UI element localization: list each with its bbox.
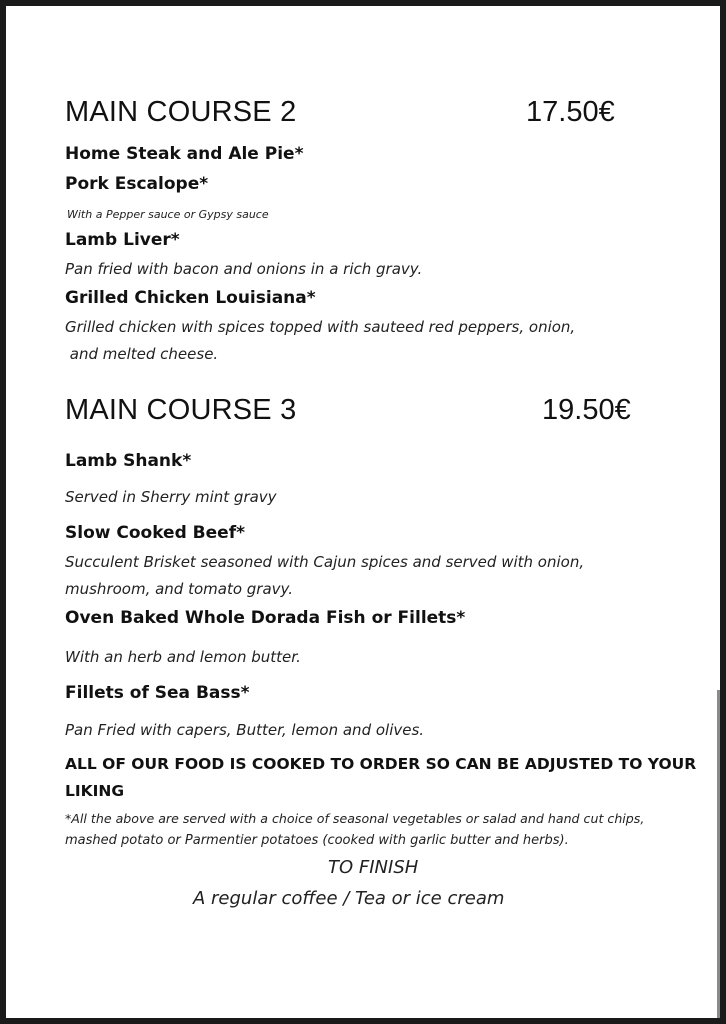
dish-description: mushroom, and tomato gravy. bbox=[65, 580, 294, 598]
dish-description: Served in Sherry mint gravy bbox=[65, 488, 277, 506]
notice-line: ALL OF OUR FOOD IS COOKED TO ORDER SO CAN BE ADJUSTED TO YOUR bbox=[65, 755, 697, 773]
dish-name: Oven Baked Whole Dorada Fish or Fillets* bbox=[65, 608, 466, 628]
dish-name: Pork Escalope* bbox=[65, 174, 209, 194]
footnote-line: mashed potato or Parmentier potatoes (cooked with garlic butter and herbs). bbox=[65, 833, 569, 848]
dish-description: Pan Fried with capers, Butter, lemon and olives. bbox=[65, 721, 425, 739]
dish-name: Fillets of Sea Bass* bbox=[65, 683, 250, 703]
dish-description: With an herb and lemon butter. bbox=[65, 648, 301, 666]
menu-page bbox=[6, 6, 720, 1018]
dish-name: Lamb Shank* bbox=[65, 451, 192, 471]
course3-title: MAIN COURSE 3 bbox=[65, 394, 297, 426]
notice-line: LIKING bbox=[65, 782, 125, 800]
course2-title: MAIN COURSE 2 bbox=[65, 96, 297, 128]
dish-description: Pan fried with bacon and onions in a rich gravy. bbox=[65, 260, 423, 278]
footnote-line: *All the above are served with a choice of seasonal vegetables or salad and hand cut chips, bbox=[65, 811, 645, 826]
dish-description: With a Pepper sauce or Gypsy sauce bbox=[67, 208, 269, 221]
dish-name: Grilled Chicken Louisiana* bbox=[65, 288, 316, 308]
finish-text: A regular coffee / Tea or ice cream bbox=[193, 888, 505, 909]
scrollbar[interactable] bbox=[717, 690, 720, 1018]
dish-description: Grilled chicken with spices topped with sauteed red peppers, onion, bbox=[65, 318, 576, 336]
dish-name: Slow Cooked Beef* bbox=[65, 523, 245, 543]
finish-title: TO FINISH bbox=[328, 857, 419, 878]
dish-name: Home Steak and Ale Pie* bbox=[65, 144, 304, 164]
dish-description: Succulent Brisket seasoned with Cajun spices and served with onion, bbox=[65, 553, 585, 571]
course3-price: 19.50€ bbox=[542, 394, 631, 426]
dish-description: and melted cheese. bbox=[65, 345, 219, 363]
course2-price: 17.50€ bbox=[526, 96, 615, 128]
dish-name: Lamb Liver* bbox=[65, 230, 180, 250]
